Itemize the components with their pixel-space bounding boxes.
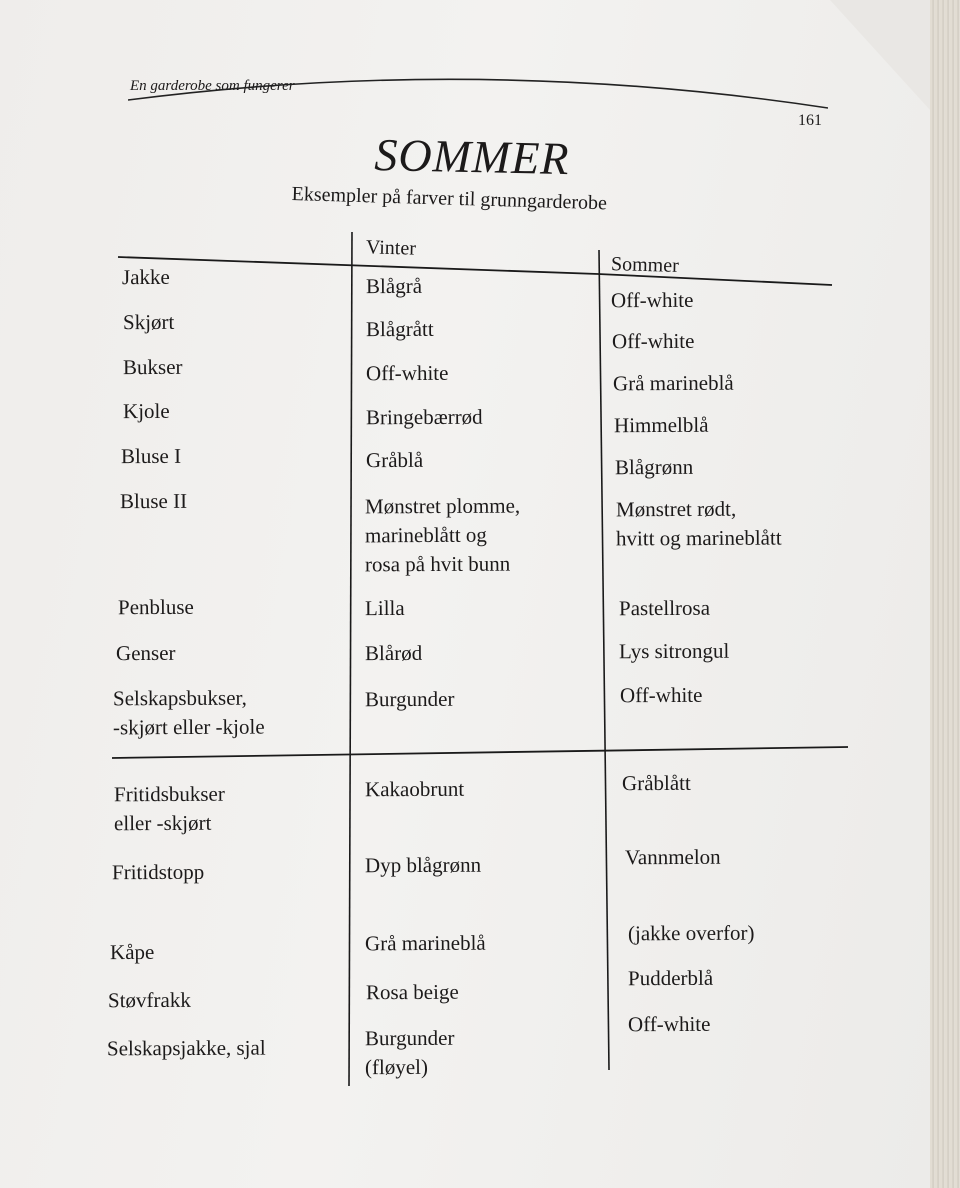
page-number: 161 [798,112,822,129]
table-cell-vinter: Burgunder [364,686,455,712]
table-cell-sommer: Lys sitrongul [618,638,730,664]
table-cell-item: Kåpe [109,939,155,965]
table-cell-item: Selskapsbukser, [112,685,247,711]
table-cell-item: Kjole [122,398,170,424]
table-cell-vinter: Blågrått [365,316,434,342]
table-cell-item: -skjørt eller -kjole [112,714,265,740]
table-cell-item: Jakke [121,264,170,290]
table-cell-sommer: Gråblått [621,770,691,796]
table-cell-item: Støvfrakk [107,987,191,1013]
table-cell-vinter: Dyp blågrønn [364,852,482,878]
table-cell-sommer: Vannmelon [624,844,721,870]
table-cell-sommer: Off-white [610,287,694,313]
running-head: En garderobe som fungerer [130,78,295,94]
column-rule-2 [599,250,609,1070]
table-cell-vinter: Grå marineblå [364,930,486,956]
table-cell-vinter: Bringebærrød [365,404,483,430]
table-cell-vinter: Gråblå [365,447,424,473]
table-cell-vinter: marineblått og [364,522,487,548]
table-cell-vinter: Off-white [365,360,449,386]
table-cell-vinter: (fløyel) [364,1054,429,1080]
table-cell-item: Penbluse [117,594,194,620]
header-rule-left [118,257,598,274]
table-cell-sommer: hvitt og marineblått [615,525,782,551]
table-cell-item: Fritidsbukser [113,781,225,807]
table-cell-item: Genser [115,640,176,666]
table-cell-sommer: Off-white [627,1011,711,1037]
table-cell-sommer: Mønstret rødt, [615,496,737,522]
table-cell-sommer: Off-white [619,682,703,708]
group-divider-rule [112,747,848,758]
table-cell-vinter: Kakaobrunt [364,776,465,802]
table-cell-sommer: (jakke overfor) [627,920,755,946]
page-title: SOMMER [373,128,570,185]
table-cell-item: Skjørt [122,309,175,335]
table-cell-vinter: Mønstret plomme, [364,493,521,519]
table-cell-item: Fritidstopp [111,859,205,885]
column-rule-1 [349,232,352,1086]
table-cell-sommer: Pastellrosa [618,595,711,621]
table-cell-sommer: Pudderblå [627,965,714,991]
table-cell-vinter: Lilla [364,595,405,621]
table-cell-sommer: Grå marineblå [612,370,734,396]
table-cell-sommer: Himmelblå [613,412,709,438]
table-cell-item: eller -skjørt [113,810,212,836]
table-cell-vinter: Rosa beige [365,979,459,1005]
table-cell-vinter: Burgunder [364,1025,455,1051]
table-cell-item: Bluse II [119,488,188,514]
column-header-vinter: Vinter [365,236,417,260]
table-cell-item: Bluse I [120,443,182,469]
page-subtitle: Eksempler på farver til grunngarderobe [291,183,608,215]
table-cell-item: Bukser [122,354,183,380]
table-cell-sommer: Blågrønn [614,454,694,480]
table-cell-sommer: Off-white [611,328,695,354]
table-cell-vinter: Blårød [364,640,423,666]
table-cell-item: Selskapsjakke, sjal [106,1035,266,1061]
column-header-sommer: Sommer [610,253,680,277]
table-cell-vinter: rosa på hvit bunn [364,551,511,577]
table-cell-vinter: Blågrå [365,273,423,299]
